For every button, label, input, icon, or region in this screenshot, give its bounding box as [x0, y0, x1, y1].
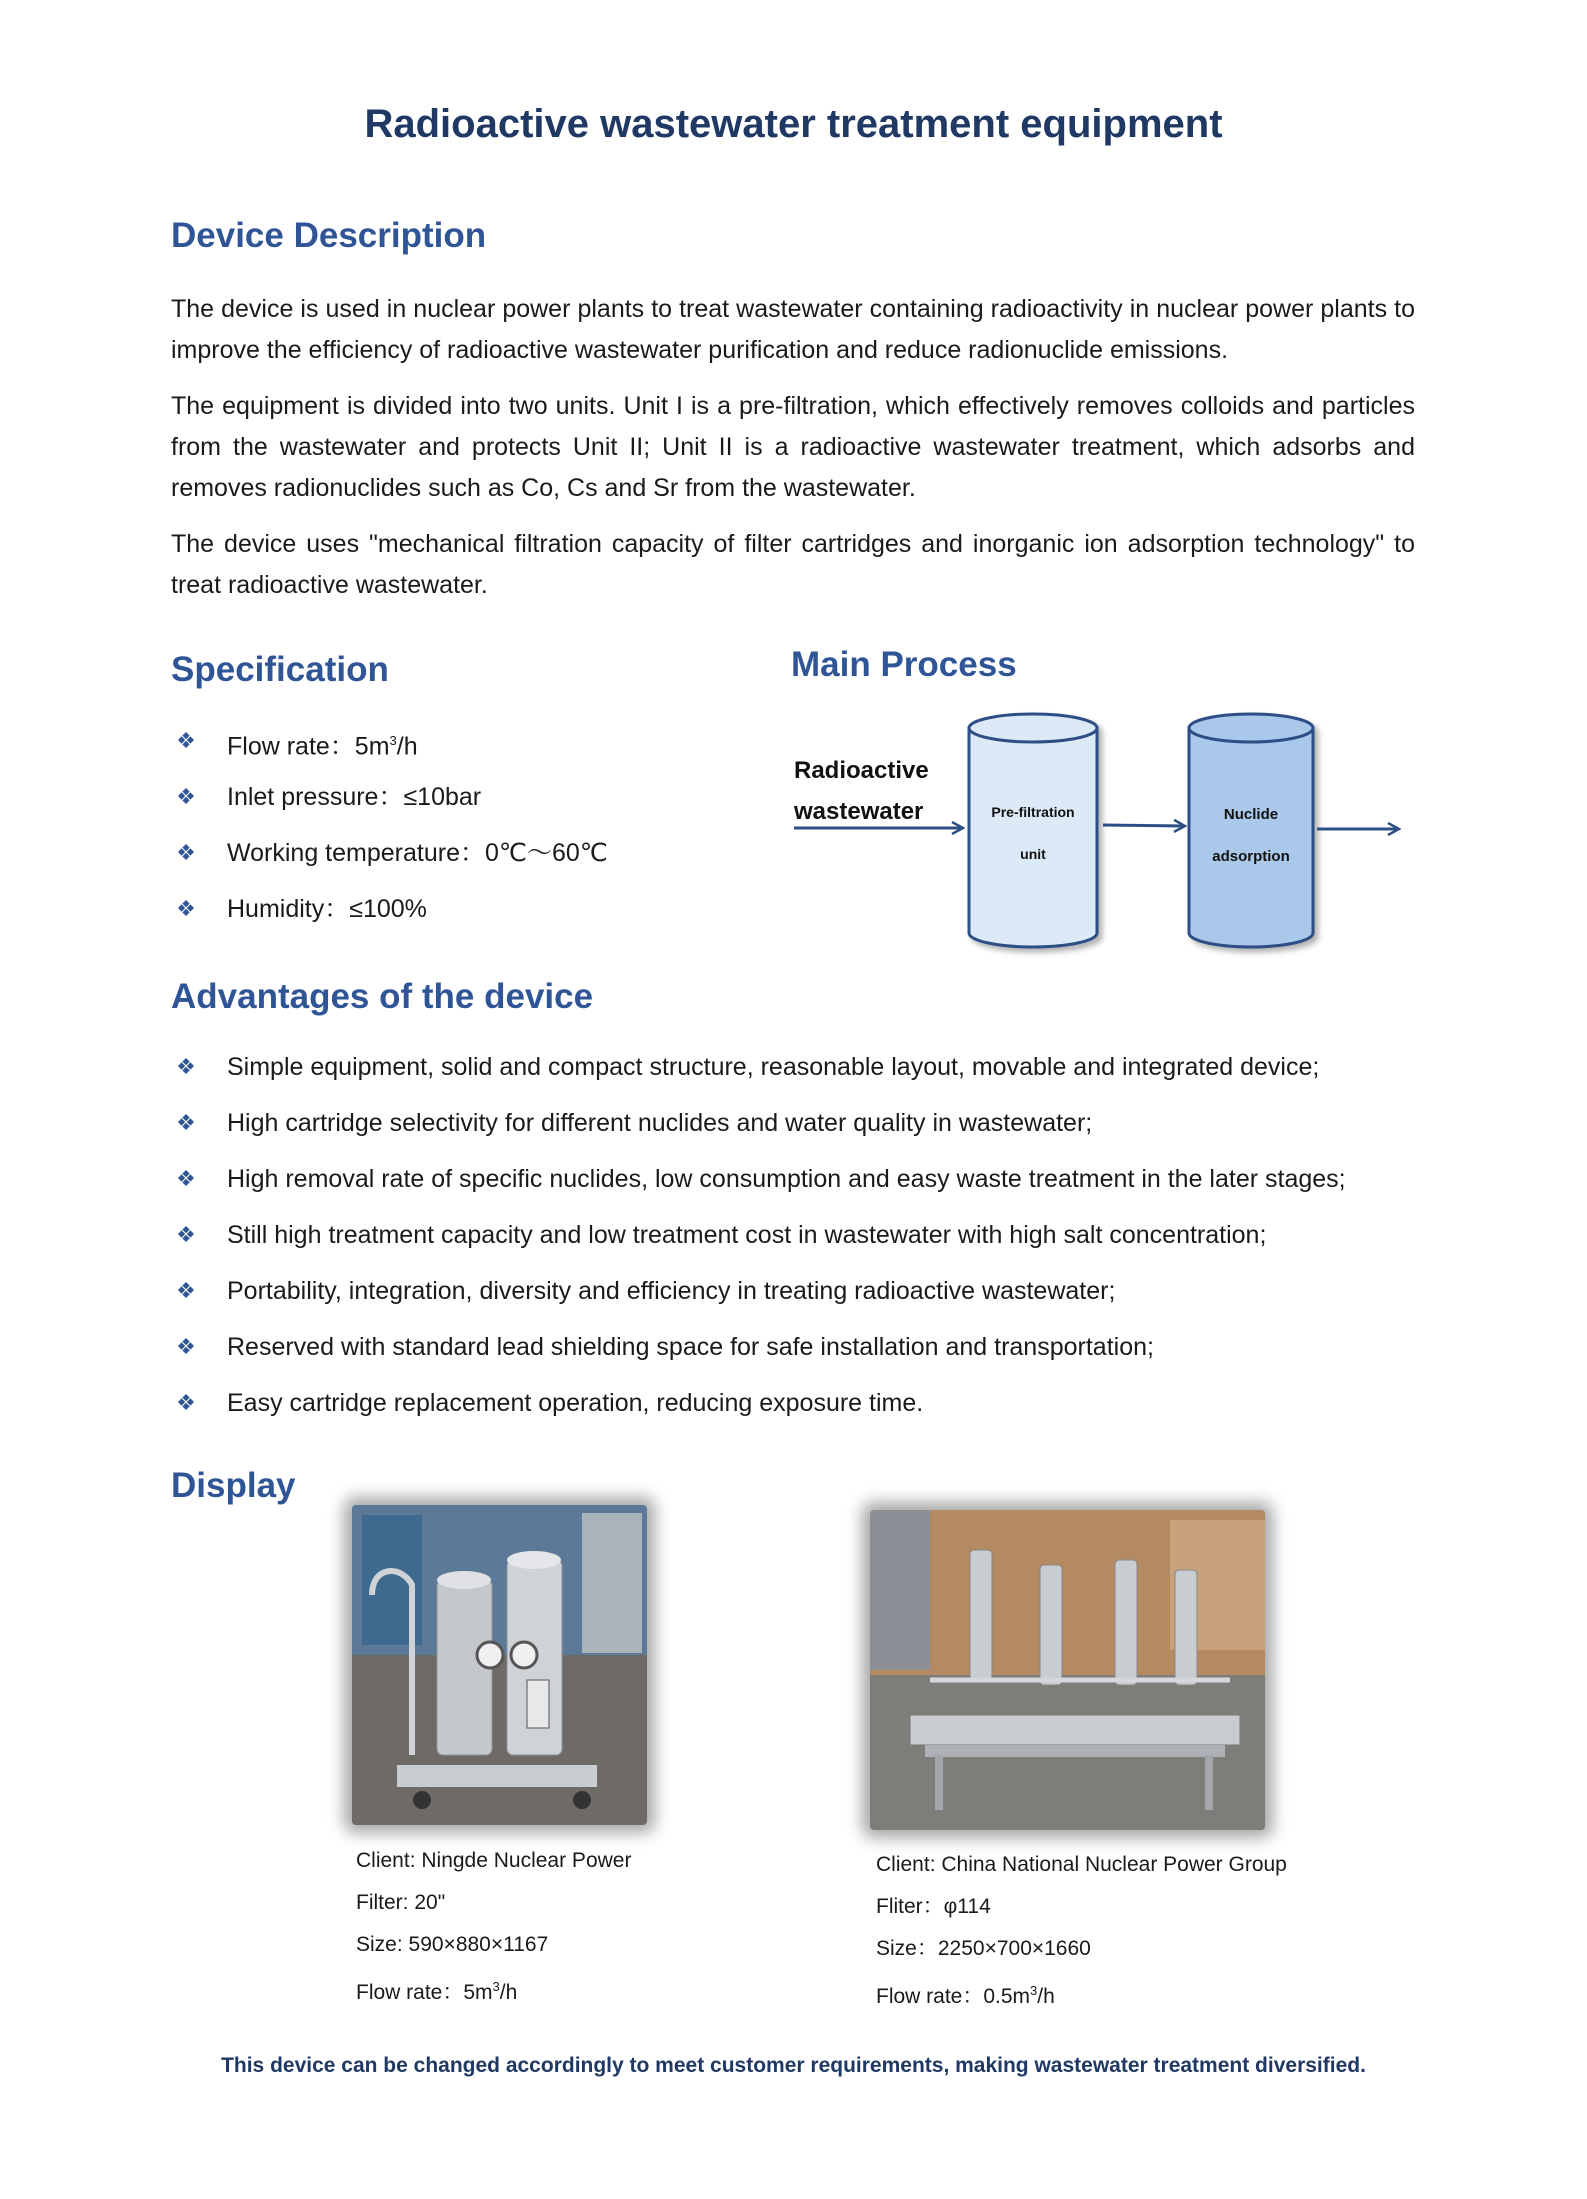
diamond-bullet-icon: ❖: [176, 1390, 196, 1415]
diamond-bullet-icon: ❖: [176, 1278, 196, 1303]
description-paragraph-1: The device is used in nuclear power plants to treat wastewater containing radioactivity in nuclear power plants to improve the efficiency of radioactive wastewater purification and reduce radionuclide emissions.: [171, 295, 1415, 364]
description-paragraph-2: The equipment is divided into two units. Unit I is a pre-filtration, which effectively removes colloids and particles from the wastewater and protects Unit II; Unit II is a radioactive wastewater treatment, which adsorbs and removes radionuclides such as Co, Cs and Sr from the wastewater.: [171, 392, 1415, 502]
process-diagram: [780, 700, 1420, 970]
unit2-label-line2: adsorption: [1212, 848, 1290, 865]
size-2: Size：2250×700×1660: [876, 1937, 1091, 1960]
specification-list: [171, 724, 731, 948]
product-photo-2: [870, 1510, 1265, 1830]
diamond-bullet-icon: ❖: [176, 1110, 196, 1135]
diamond-bullet-icon: ❖: [176, 840, 196, 865]
advantage-item: ❖ Easy cartridge replacement operation, reducing exposure time.: [171, 1386, 1421, 1442]
unit1-label-line2: unit: [1020, 846, 1046, 862]
advantage-item: ❖ High removal rate of specific nuclides, low consumption and easy waste treatment in the later stages;: [171, 1162, 1421, 1218]
filter-2: Fliter：φ114: [876, 1895, 991, 1918]
advantage-item: ❖ Portability, integration, diversity and efficiency in treating radioactive wastewater;: [171, 1274, 1421, 1330]
advantage-item: ❖ High cartridge selectivity for different nuclides and water quality in wastewater;: [171, 1106, 1421, 1162]
size-1: Size: 590×880×1167: [356, 1933, 549, 1956]
diamond-bullet-icon: ❖: [176, 784, 196, 809]
process-input-label-line2: wastewater: [794, 798, 924, 825]
diamond-bullet-icon: ❖: [176, 1166, 196, 1191]
diamond-bullet-icon: ❖: [176, 728, 196, 753]
display-heading: Display: [171, 1466, 296, 1505]
advantages-list: [171, 1050, 1421, 1442]
spec-flow-rate: ❖ Flow rate：$5m^3/h$: [171, 724, 731, 780]
flow-rate-2: Flow rate：$0.5m^3/h$: [876, 1983, 1055, 2008]
filter-1: Filter: 20": [356, 1891, 446, 1914]
prefiltration-cylinder: [969, 714, 1097, 947]
product-photo-1: [352, 1505, 647, 1825]
advantages-heading: Advantages of the device: [171, 977, 594, 1016]
page-title: Radioactive wastewater treatment equipment: [364, 102, 1223, 146]
unit1-label-line1: Pre-filtration: [991, 804, 1075, 820]
description-paragraph-3: The device uses "mechanical filtration capacity of filter cartridges and inorganic ion adsorption technology" to treat radioactive wastewater.: [171, 530, 1415, 599]
client-2: Client: China National Nuclear Power Group: [876, 1853, 1287, 1876]
diamond-bullet-icon: ❖: [176, 896, 196, 921]
spec-working-temperature: ❖ Working temperature：0℃～60℃: [171, 836, 731, 892]
spec-inlet-pressure: ❖ Inlet pressure：≤10bar: [171, 780, 731, 836]
specification-heading: Specification: [171, 650, 389, 689]
advantage-item: ❖ Reserved with standard lead shielding space for safe installation and transportation;: [171, 1330, 1421, 1386]
advantage-item: ❖ Simple equipment, solid and compact structure, reasonable layout, movable and integrated device;: [171, 1050, 1421, 1106]
flow-rate-1: Flow rate：$5m^3/h$: [356, 1979, 518, 2004]
process-input-label-line1: Radioactive: [794, 757, 929, 784]
main-process-heading: Main Process: [791, 645, 1017, 684]
advantage-item: ❖ Still high treatment capacity and low treatment cost in wastewater with high salt concentration;: [171, 1218, 1421, 1274]
footer-note: This device can be changed accordingly to meet customer requirements, making wastewater treatment diversified.: [221, 2054, 1366, 2077]
display-caption-2: [876, 1844, 1336, 2018]
unit2-label-line1: Nuclide: [1223, 806, 1279, 823]
nuclide-adsorption-cylinder: [1189, 714, 1313, 947]
client-1: Client: Ningde Nuclear Power: [356, 1849, 632, 1872]
display-caption-1: [356, 1840, 756, 2014]
spec-humidity: ❖ Humidity：≤100%: [171, 892, 731, 948]
diamond-bullet-icon: ❖: [176, 1334, 196, 1359]
middle-arrow: [1103, 825, 1185, 826]
device-description-heading: Device Description: [171, 216, 487, 255]
diamond-bullet-icon: ❖: [176, 1054, 196, 1079]
diamond-bullet-icon: ❖: [176, 1222, 196, 1247]
